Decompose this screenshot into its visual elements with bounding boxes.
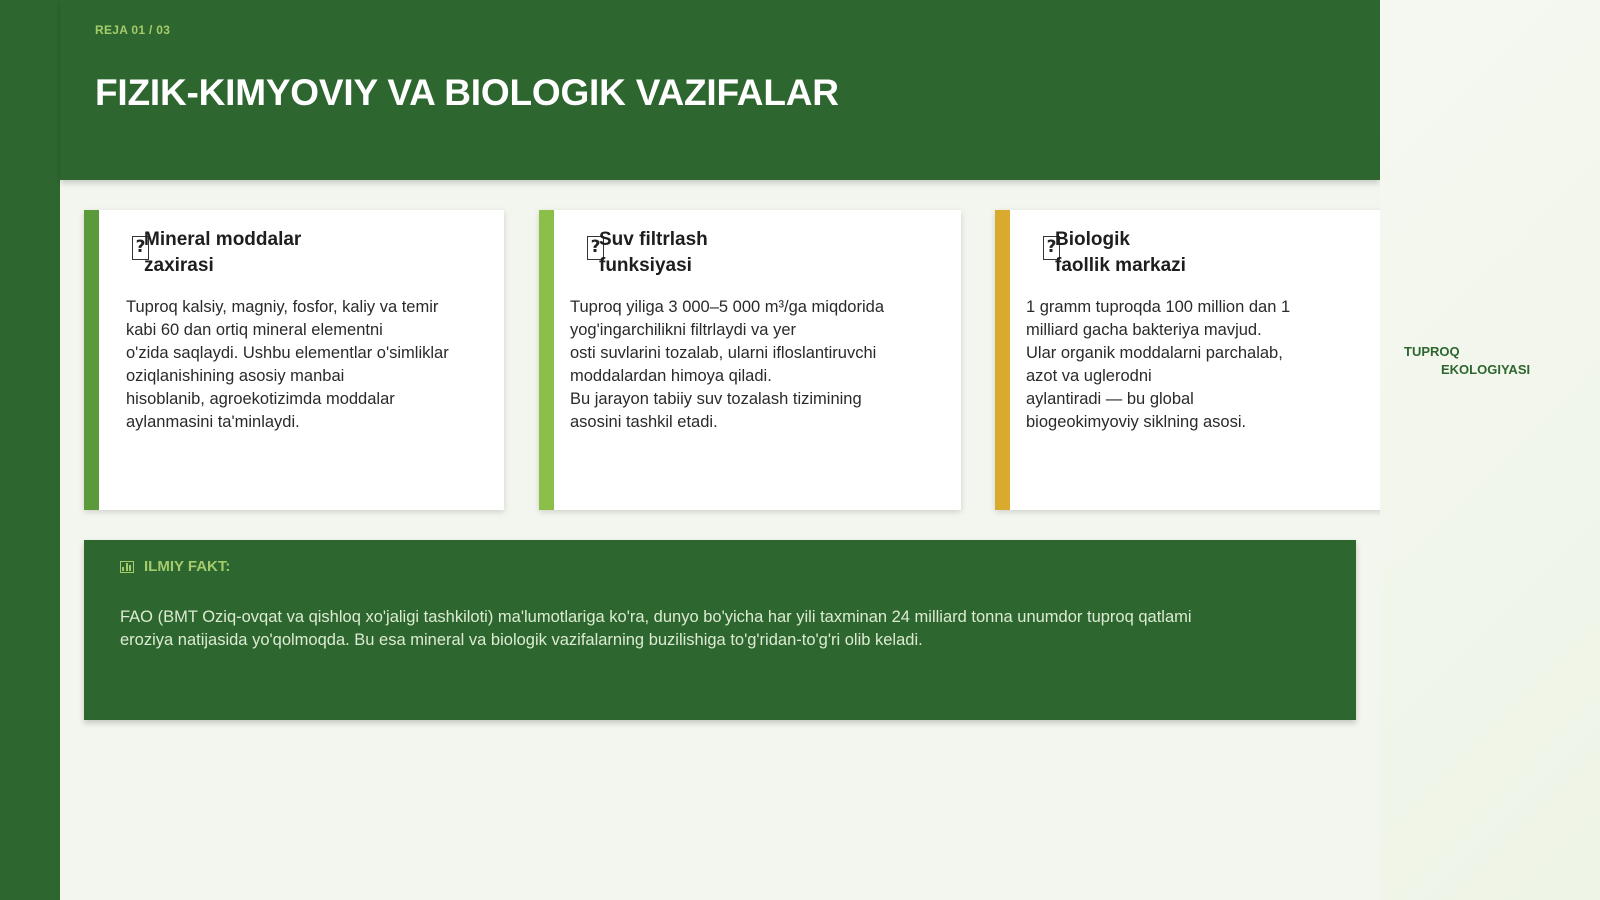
right-side-panel — [1380, 0, 1600, 900]
card-body-line: hisoblanib, agroekotizimda moddalar — [126, 390, 395, 408]
card-body-line: kabi 60 dan ortiq mineral elementni — [126, 321, 383, 339]
card-body — [570, 296, 950, 434]
card-body-line: 1 gramm tuproqda 100 million dan 1 — [1026, 298, 1291, 316]
fact-heading-row — [120, 558, 230, 575]
slide-main — [60, 0, 1380, 900]
bar-chart-icon — [120, 561, 134, 573]
card-body-line: yog'ingarchilikni filtrlaydi va yer — [570, 321, 796, 339]
card-accent-bar — [539, 210, 554, 510]
card-body-line: aylanmasini ta'minlaydi. — [126, 413, 300, 431]
card-body-line: Tuproq yiliga 3 000–5 000 m³/ga miqdorida — [570, 298, 884, 316]
left-decor-bar — [0, 0, 60, 900]
card-water-filtration — [539, 210, 961, 510]
card-title-line: Mineral moddalar — [144, 229, 302, 250]
card-title — [1055, 227, 1335, 279]
topic-side-label — [1404, 343, 1564, 379]
slide-counter: REJA 01 / 03 — [95, 23, 171, 37]
fact-heading: ILMIY FAKT: — [144, 558, 231, 575]
card-body-line: Ular organik moddalarni parchalab, — [1026, 344, 1283, 362]
card-body-line: oziqlanishining asosiy manbai — [126, 367, 345, 385]
fact-text-line: eroziya natijasida yo'qolmoqda. Bu esa mineral va biologik vazifalarning buzilishiga to'g'ridan-to'g'ri olib keladi. — [120, 631, 923, 649]
card-accent-bar — [995, 210, 1010, 510]
fact-text-line: FAO (BMT Oziq-ovqat va qishloq xo'jaligi tashkiloti) ma'lumotlariga ko'ra, dunyo bo'yicha har yili taxminan 24 milliard tonna unumdor tuproq qatlami — [120, 608, 1192, 626]
card-body-line: biogeokimyoviy siklning asosi. — [1026, 413, 1247, 431]
missing-glyph-icon: ? — [587, 236, 604, 260]
card-title — [144, 227, 424, 279]
card-mineral-reserve — [84, 210, 504, 510]
card-accent-bar — [84, 210, 99, 510]
card-body-line: osti suvlarini tozalab, ularni ifloslantiruvchi — [570, 344, 877, 362]
slide-title: FIZIK-KIMYOVIY VA BIOLOGIK VAZIFALAR — [95, 72, 839, 113]
card-body-line: moddalardan himoya qiladi. — [570, 367, 772, 385]
card-title — [599, 227, 879, 279]
card-title-line: funksiyasi — [599, 255, 692, 276]
card-biological-activity — [995, 210, 1391, 510]
card-body-line: Bu jarayon tabiiy suv tozalash tizimining — [570, 390, 862, 408]
card-title-line: zaxirasi — [144, 255, 214, 276]
card-body-line: aylantiradi — bu global — [1026, 390, 1194, 408]
slide-header — [60, 0, 1380, 180]
card-title-line: Biologik — [1055, 229, 1130, 250]
missing-glyph-icon: ? — [1043, 236, 1060, 260]
card-body — [1026, 296, 1406, 434]
card-body-line: o'zida saqlaydi. Ushbu elementlar o'simliklar — [126, 344, 449, 362]
card-body-line: Tuproq kalsiy, magniy, fosfor, kaliy va temir — [126, 298, 439, 316]
card-title-line: faollik markazi — [1055, 255, 1186, 276]
card-body — [126, 296, 506, 434]
missing-glyph-icon: ? — [132, 236, 149, 260]
side-label-line: EKOLOGIYASI — [1441, 362, 1531, 377]
card-body-line: milliard gacha bakteriya mavjud. — [1026, 321, 1262, 339]
card-body-line: azot va uglerodni — [1026, 367, 1152, 385]
side-label-line: TUPROQ — [1404, 344, 1460, 359]
card-title-line: Suv filtrlash — [599, 229, 708, 250]
card-body-line: asosini tashkil etadi. — [570, 413, 718, 431]
scientific-fact-box — [84, 540, 1356, 720]
fact-text — [120, 606, 1330, 652]
